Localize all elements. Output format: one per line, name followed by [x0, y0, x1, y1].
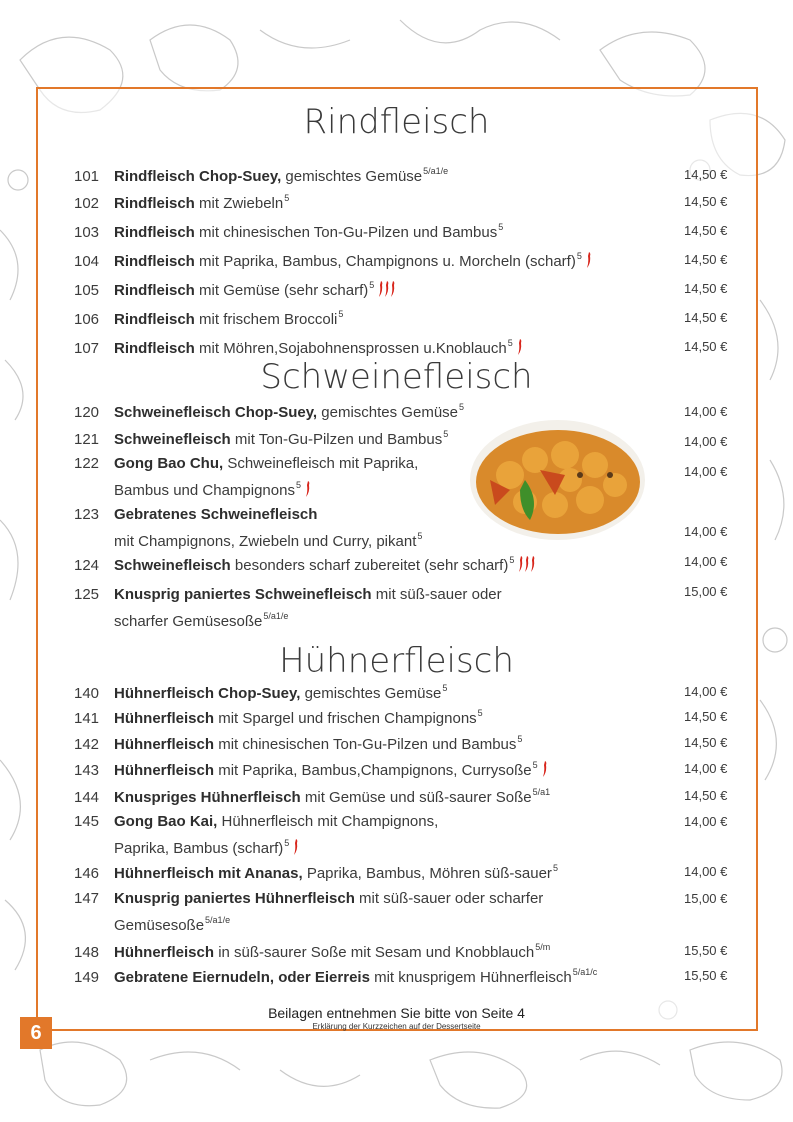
- item-number: 120: [74, 404, 100, 421]
- item-name: Hühnerfleisch: [114, 736, 215, 753]
- item-number: 148: [74, 944, 100, 961]
- menu-item-row: [74, 708, 483, 727]
- menu-item-continuation: [114, 838, 301, 860]
- item-price: 14,00 €: [684, 524, 728, 539]
- item-price: 14,50 €: [684, 339, 728, 354]
- item-number: 140: [74, 685, 100, 702]
- item-number: 102: [74, 195, 100, 212]
- menu-item-row: [74, 402, 464, 421]
- allergen-code: 5: [576, 251, 582, 261]
- page-number-badge: 6: [20, 1017, 52, 1049]
- item-description: mit Paprika, Bambus, Champignons u. Morcheln (scharf): [194, 253, 576, 270]
- item-name: Rindfleisch: [114, 253, 195, 270]
- item-price: 15,00 €: [684, 891, 728, 906]
- menu-item-row: [74, 309, 343, 328]
- allergen-code: 5/a1/e: [423, 166, 449, 176]
- item-number: 144: [74, 789, 100, 806]
- item-name: Hühnerfleisch Chop-Suey,: [114, 685, 301, 702]
- item-name: Rindfleisch: [114, 195, 195, 212]
- allergen-code: 5: [552, 863, 558, 873]
- section-title-chicken: Hühnerfleisch: [279, 641, 514, 681]
- item-number: 103: [74, 224, 100, 241]
- menu-item-continuation: [114, 611, 288, 630]
- item-description: mit Möhren,Sojabohnensprossen u.Knoblauch: [194, 340, 507, 357]
- item-description: mit chinesischen Ton-Gu-Pilzen und Bambus: [194, 224, 498, 241]
- footer-note: Beilagen entnehmen Sie bitte von Seite 4: [268, 1005, 525, 1021]
- menu-item-row: [74, 222, 503, 241]
- menu-item-row: [74, 455, 418, 472]
- item-name: Gong Bao Kai,: [114, 813, 218, 830]
- item-number: 124: [74, 557, 100, 574]
- allergen-code: 5: [517, 734, 523, 744]
- item-name: Hühnerfleisch: [114, 762, 215, 779]
- item-number: 125: [74, 586, 100, 603]
- item-name: Gebratene Eiernudeln, oder Eierreis: [114, 969, 370, 986]
- menu-item-row: [74, 813, 438, 830]
- item-price: 14,50 €: [684, 788, 728, 803]
- item-price: 15,00 €: [684, 584, 728, 599]
- chili-pepper-icon: [377, 280, 398, 302]
- item-name: Rindfleisch: [114, 224, 195, 241]
- item-price: 14,50 €: [684, 709, 728, 724]
- footer-subnote: Erklärung der Kurzzeichen auf der Dessertseite: [312, 1022, 481, 1031]
- item-number: 123: [74, 506, 100, 523]
- item-number: 145: [74, 813, 100, 830]
- item-number: 149: [74, 969, 100, 986]
- menu-item-row: [74, 506, 317, 523]
- item-description: gemischtes Gemüse: [281, 168, 423, 185]
- item-description: mit Spargel und frischen Champignons: [214, 710, 477, 727]
- item-price: 14,00 €: [684, 404, 728, 419]
- item-price: 14,50 €: [684, 252, 728, 267]
- item-name: Gong Bao Chu,: [114, 455, 224, 472]
- item-name: Hühnerfleisch: [114, 944, 215, 961]
- menu-item-row: [74, 251, 594, 273]
- allergen-code: 5: [507, 338, 513, 348]
- item-description: gemischtes Gemüse: [317, 404, 458, 421]
- allergen-code: 5/a1/e: [205, 915, 231, 925]
- allergen-code: 5: [284, 838, 290, 848]
- item-name: Knuspriges Hühnerfleisch: [114, 789, 301, 806]
- item-price: 14,00 €: [684, 864, 728, 879]
- allergen-code: 5: [477, 708, 483, 718]
- item-number: 146: [74, 865, 100, 882]
- menu-item-row: [74, 683, 447, 702]
- item-name: Hühnerfleisch mit Ananas,: [114, 865, 303, 882]
- item-description: mit knusprigem Hühnerfleisch: [369, 969, 572, 986]
- item-description: mit süß-sauer oder scharfer: [354, 890, 544, 907]
- menu-item-row: [74, 555, 538, 577]
- allergen-code: 5/a1/c: [572, 967, 598, 977]
- item-price: 14,50 €: [684, 223, 728, 238]
- menu-item-row: [74, 586, 502, 603]
- item-number: 105: [74, 282, 100, 299]
- item-description: in süß-saurer Soße mit Sesam und Knobblauch: [214, 944, 535, 961]
- menu-item-row: [74, 193, 289, 212]
- item-description: mit Gemüse und süß-saurer Soße: [300, 789, 532, 806]
- allergen-code: 5/m: [535, 942, 551, 952]
- item-description: mit Gemüse (sehr scharf): [194, 282, 369, 299]
- menu-item-row: [74, 890, 543, 907]
- allergen-code: 5/a1: [532, 787, 551, 797]
- item-number: 101: [74, 168, 100, 185]
- item-description: Hühnerfleisch mit Champignons,: [217, 813, 439, 830]
- allergen-code: 5: [442, 683, 448, 693]
- item-description: mit süß-sauer oder: [371, 586, 502, 603]
- allergen-code: 5: [532, 760, 538, 770]
- item-price: 14,00 €: [684, 761, 728, 776]
- item-description-continued: Bambus und Champignons: [114, 482, 295, 499]
- item-number: 107: [74, 340, 100, 357]
- item-price: 14,00 €: [684, 434, 728, 449]
- menu-item-continuation: [114, 480, 313, 502]
- item-description: mit Ton-Gu-Pilzen und Bambus: [230, 431, 443, 448]
- menu-item-continuation: [114, 915, 230, 934]
- item-name: Hühnerfleisch: [114, 710, 215, 727]
- menu-item-row: [74, 942, 550, 961]
- item-description: Paprika, Bambus, Möhren süß-sauer: [302, 865, 552, 882]
- item-price: 14,00 €: [684, 464, 728, 479]
- item-description: Schweinefleisch mit Paprika,: [223, 455, 419, 472]
- item-number: 147: [74, 890, 100, 907]
- menu-item-continuation: [114, 531, 422, 550]
- allergen-code: 5/a1/e: [263, 611, 289, 621]
- item-price: 14,50 €: [684, 167, 728, 182]
- menu-item-row: [74, 967, 597, 986]
- menu-item-row: [74, 429, 448, 448]
- item-description: mit Paprika, Bambus,Champignons, Currysoße: [214, 762, 532, 779]
- section-title-beef: Rindfleisch: [303, 102, 490, 142]
- item-name: Rindfleisch: [114, 282, 195, 299]
- allergen-code: 5: [284, 193, 290, 203]
- item-name: Gebratenes Schweinefleisch: [114, 506, 318, 523]
- allergen-code: 5: [459, 402, 465, 412]
- section-title-pork: Schweinefleisch: [260, 357, 533, 397]
- chili-pepper-icon: [541, 760, 550, 782]
- menu-item-row: [74, 280, 398, 302]
- item-number: 121: [74, 431, 100, 448]
- item-description-continued: Gemüsesoße: [114, 917, 205, 934]
- item-price: 14,00 €: [684, 814, 728, 829]
- item-description-continued: scharfer Gemüsesoße: [114, 613, 263, 630]
- dish-photo: [470, 420, 645, 540]
- item-price: 14,50 €: [684, 735, 728, 750]
- item-number: 141: [74, 710, 100, 727]
- menu-item-row: [74, 760, 550, 782]
- chili-pepper-icon: [292, 838, 301, 860]
- allergen-code: 5: [443, 429, 449, 439]
- item-description-continued: mit Champignons, Zwiebeln und Curry, pikant: [114, 533, 417, 550]
- item-price: 14,50 €: [684, 281, 728, 296]
- item-description: mit chinesischen Ton-Gu-Pilzen und Bambus: [214, 736, 517, 753]
- allergen-code: 5: [509, 555, 515, 565]
- allergen-code: 5: [417, 531, 423, 541]
- item-price: 14,00 €: [684, 554, 728, 569]
- item-number: 106: [74, 311, 100, 328]
- allergen-code: 5: [369, 280, 375, 290]
- item-name: Rindfleisch: [114, 340, 195, 357]
- item-number: 142: [74, 736, 100, 753]
- item-name: Schweinefleisch: [114, 557, 231, 574]
- item-price: 14,50 €: [684, 194, 728, 209]
- allergen-code: 5: [338, 309, 344, 319]
- menu-item-row: [74, 166, 448, 185]
- chili-pepper-icon: [304, 480, 313, 502]
- item-description: besonders scharf zubereitet (sehr scharf): [230, 557, 509, 574]
- item-number: 104: [74, 253, 100, 270]
- allergen-code: 5: [498, 222, 504, 232]
- menu-item-row: [74, 863, 558, 882]
- item-name: Knusprig paniertes Hühnerfleisch: [114, 890, 355, 907]
- item-name: Knusprig paniertes Schweinefleisch: [114, 586, 372, 603]
- item-description: mit Zwiebeln: [194, 195, 284, 212]
- item-number: 143: [74, 762, 100, 779]
- item-description: gemischtes Gemüse: [300, 685, 442, 702]
- item-name: Schweinefleisch Chop-Suey,: [114, 404, 318, 421]
- item-description-continued: Paprika, Bambus (scharf): [114, 840, 284, 857]
- item-name: Rindfleisch: [114, 311, 195, 328]
- chili-pepper-icon: [585, 251, 594, 273]
- item-name: Schweinefleisch: [114, 431, 231, 448]
- item-number: 122: [74, 455, 100, 472]
- item-price: 14,50 €: [684, 310, 728, 325]
- menu-item-row: [74, 734, 522, 753]
- chili-pepper-icon: [517, 555, 538, 577]
- item-price: 15,50 €: [684, 943, 728, 958]
- allergen-code: 5: [295, 480, 301, 490]
- item-price: 14,00 €: [684, 684, 728, 699]
- item-name: Rindfleisch Chop-Suey,: [114, 168, 282, 185]
- item-price: 15,50 €: [684, 968, 728, 983]
- menu-item-row: [74, 787, 550, 806]
- item-description: mit frischem Broccoli: [194, 311, 338, 328]
